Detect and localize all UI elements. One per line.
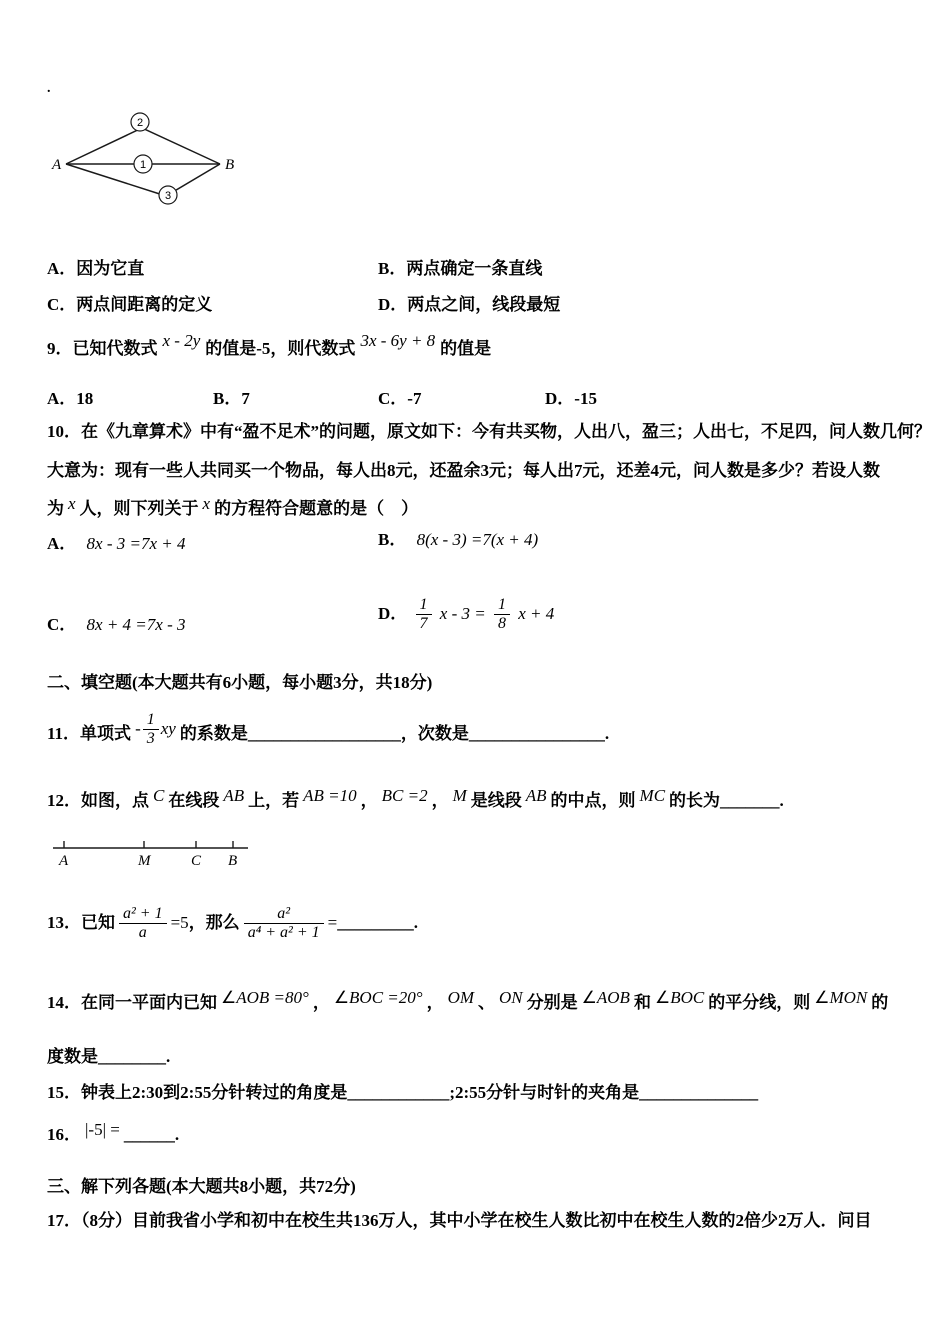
q12-comma-2: ， xyxy=(431,791,449,810)
q12-text-1: 在线段 xyxy=(168,791,220,810)
q14-text-4: 的 xyxy=(871,993,889,1012)
q9-option-a: A．18 xyxy=(47,389,94,408)
q11-variables: xy xyxy=(160,718,176,738)
q12-text-3: 是线段 xyxy=(470,791,522,810)
q11-lead: 11．单项式 xyxy=(47,723,132,743)
q14-angle-boc-20: ∠BOC =20° xyxy=(333,988,423,1007)
q13-frac2-numerator: a² xyxy=(277,905,291,922)
q14-period: . xyxy=(166,1047,171,1066)
q10-stem-line-1: 10．在《九章算术》中有“盈不足术”的问题，原文如下：今有共买物，人出八，盈三；人出七，不足四，问人数几何？ xyxy=(47,422,931,441)
q10-line3-pre: 为 xyxy=(47,499,64,518)
figure-point-a-label: A xyxy=(52,157,62,173)
q13-period: . xyxy=(413,912,418,932)
question-11 xyxy=(47,711,610,754)
q13-equals-5: =5 xyxy=(170,912,189,932)
q12-segment-ab: AB xyxy=(223,786,245,805)
question-14-line-2 xyxy=(47,1046,170,1069)
q14-ray-on: ON xyxy=(499,988,523,1007)
q14-enum-comma: 、 xyxy=(478,993,496,1012)
q12-point-m: M xyxy=(452,786,467,805)
q14-text-3: 的平分线，则 xyxy=(708,993,811,1012)
q10-d-frac1-numerator: 1 xyxy=(419,596,428,613)
q14-line2-text: 度数是 xyxy=(47,1047,98,1066)
q13-blank: _________ xyxy=(337,912,414,932)
segment-label-a: A xyxy=(59,853,69,869)
q8-option-d: D．两点之间，线段最短 xyxy=(378,295,561,314)
question-9-stem xyxy=(47,331,492,361)
q11-frac-numerator: 1 xyxy=(146,711,155,728)
q13-fraction-2 xyxy=(244,905,324,943)
q13-frac2-denominator: a⁴ + a² + 1 xyxy=(244,923,324,942)
q10-d-frac2-numerator: 1 xyxy=(497,596,506,613)
circled-2-label: 2 xyxy=(136,117,144,129)
q14-lead: 14．在同一平面内已知 xyxy=(47,993,217,1012)
section-2-header: 二、填空题(本大题共有6小题，每小题3分，共18分) xyxy=(47,673,433,692)
q12-lead: 12．如图，点 xyxy=(47,791,149,810)
q11-text-2: ，次数是 xyxy=(400,723,469,743)
q12-text-5: 的长为 xyxy=(669,791,721,810)
q15-blank-1: ____________ xyxy=(347,1083,450,1102)
q10-option-c xyxy=(47,614,185,637)
q9-lead: 9．已知代数式 xyxy=(47,339,158,358)
q10-option-a-label: A． xyxy=(47,534,77,553)
q12-segment-mc: MC xyxy=(639,786,666,805)
q11-text-1: 的系数是 xyxy=(179,723,248,743)
q15-blank-2: ______________ xyxy=(639,1083,759,1102)
q14-comma-1: ， xyxy=(312,993,330,1012)
q8-option-a: A．因为它直 xyxy=(47,259,145,278)
circled-1-label: 1 xyxy=(139,159,147,171)
q11-blank-1: __________________ xyxy=(247,723,401,743)
question-17: 17．（8分）目前我省小学和初中在校生共136万人，其中小学在校生人数比初中在校生人数的2倍少2万人．问目 xyxy=(47,1211,872,1230)
q16-blank: ______ xyxy=(123,1125,175,1144)
q13-frac1-numerator: a² + 1 xyxy=(123,905,163,922)
section-3-header: 三、解下列各题(本大题共8小题，共72分) xyxy=(47,1177,356,1196)
q10-option-a-equation: 8x - 3 =7x + 4 xyxy=(86,534,186,553)
q14-comma-2: ， xyxy=(426,993,444,1012)
question-16 xyxy=(47,1120,180,1147)
q9-expression-1: x - 2y xyxy=(162,331,201,350)
q10-d-frac1-denominator: 7 xyxy=(416,614,432,633)
q10-option-d-tail: x + 4 xyxy=(518,603,555,623)
q13-frac1-denominator: a xyxy=(119,923,167,942)
circled-3-label: 3 xyxy=(164,190,172,202)
figure-point-b-label: B xyxy=(225,157,235,173)
q10-stem-line-2: 大意为：现有一些人共同买一个物品，每人出8元，还盈余3元；每人出7元，还差4元，问人数是多少？若设人数 xyxy=(47,461,880,480)
q10-x-variable-1: x xyxy=(68,494,76,513)
q10-option-a xyxy=(47,533,185,556)
q10-option-b-equation: 8(x - 3) =7(x + 4) xyxy=(416,530,539,549)
q12-segment-ab-2: AB xyxy=(525,786,547,805)
q9-mid: 的值是-5，则代数式 xyxy=(205,339,356,358)
q11-blank-2: ________________ xyxy=(468,723,605,743)
stray-dot: . xyxy=(47,81,51,96)
q10-d-frac2-denominator: 8 xyxy=(494,614,510,633)
q10-line3-tail: 的方程符合题意的是（ ） xyxy=(214,499,419,518)
q13-fraction-1 xyxy=(119,905,167,943)
q11-minus-sign: - xyxy=(135,718,141,738)
q13-lead: 13．已知 xyxy=(47,912,115,932)
q14-angle-aob: ∠AOB xyxy=(581,988,630,1007)
question-15 xyxy=(47,1082,758,1105)
q10-option-d-mid: x - 3 = xyxy=(439,603,486,623)
q14-angle-aob-80: ∠AOB =80° xyxy=(221,988,309,1007)
q16-lead: 16． xyxy=(47,1125,81,1144)
q16-abs-expression: |-5| = xyxy=(85,1120,120,1139)
q10-stem-line-3 xyxy=(47,494,419,521)
q10-option-d-fraction-2 xyxy=(494,596,510,634)
q14-angle-mon: ∠MON xyxy=(814,988,868,1007)
q14-angle-boc: ∠BOC xyxy=(654,988,705,1007)
figure-paths-between-points xyxy=(50,104,250,214)
q10-option-b xyxy=(378,529,538,552)
q13-equals: = xyxy=(327,912,338,932)
question-12 xyxy=(47,786,784,813)
q9-expression-2: 3x - 6y + 8 xyxy=(360,331,436,350)
q16-period: . xyxy=(174,1125,180,1144)
q10-option-c-label: C． xyxy=(47,615,77,634)
q11-frac-denominator: 3 xyxy=(143,729,159,748)
q15-text-1: 15．钟表上2:30到2:55分针转过的角度是 xyxy=(47,1083,348,1102)
q12-comma-1: ， xyxy=(360,791,378,810)
q12-bc-equals-2: BC =2 xyxy=(381,786,428,805)
q14-blank: ________ xyxy=(98,1047,166,1066)
q10-x-variable-2: x xyxy=(202,494,211,513)
q14-text-2: 和 xyxy=(633,993,651,1012)
q14-ray-om: OM xyxy=(447,988,475,1007)
segment-label-m: M xyxy=(138,853,151,869)
q8-option-c: C．两点间距离的定义 xyxy=(47,295,213,314)
q12-period: . xyxy=(779,791,784,810)
q15-text-2: ;2:55分针与时针的夹角是 xyxy=(449,1083,640,1102)
q10-option-d-label: D． xyxy=(378,603,408,623)
segment-label-c: C xyxy=(191,853,202,869)
q10-line3-mid: 人，则下列关于 xyxy=(79,499,199,518)
q10-option-c-equation: 8x + 4 =7x - 3 xyxy=(86,615,186,634)
q14-text-1: 分别是 xyxy=(526,993,578,1012)
question-14-line-1 xyxy=(47,988,889,1015)
q10-option-b-label: B． xyxy=(378,530,407,549)
q11-fraction xyxy=(143,711,159,749)
question-13 xyxy=(47,905,418,943)
segment-label-b: B xyxy=(228,853,238,869)
q12-text-2: 上，若 xyxy=(248,791,300,810)
q13-mid: ，那么 xyxy=(188,912,240,932)
q9-option-c: C．-7 xyxy=(378,389,422,408)
q10-option-d xyxy=(378,596,554,634)
q12-text-4: 的中点，则 xyxy=(550,791,636,810)
q8-option-b: B．两点确定一条直线 xyxy=(378,259,543,278)
q12-blank: _______ xyxy=(720,791,780,810)
figure-segment-amcb xyxy=(50,834,255,870)
q9-tail: 的值是 xyxy=(440,339,492,358)
q9-option-b: B．7 xyxy=(213,389,250,408)
q10-option-d-fraction-1 xyxy=(416,596,432,634)
q11-monomial xyxy=(135,711,176,749)
q12-ab-equals-10: AB =10 xyxy=(303,786,357,805)
q11-period: . xyxy=(604,723,610,743)
q9-option-d: D．-15 xyxy=(545,389,597,408)
q12-point-c: C xyxy=(153,786,165,805)
